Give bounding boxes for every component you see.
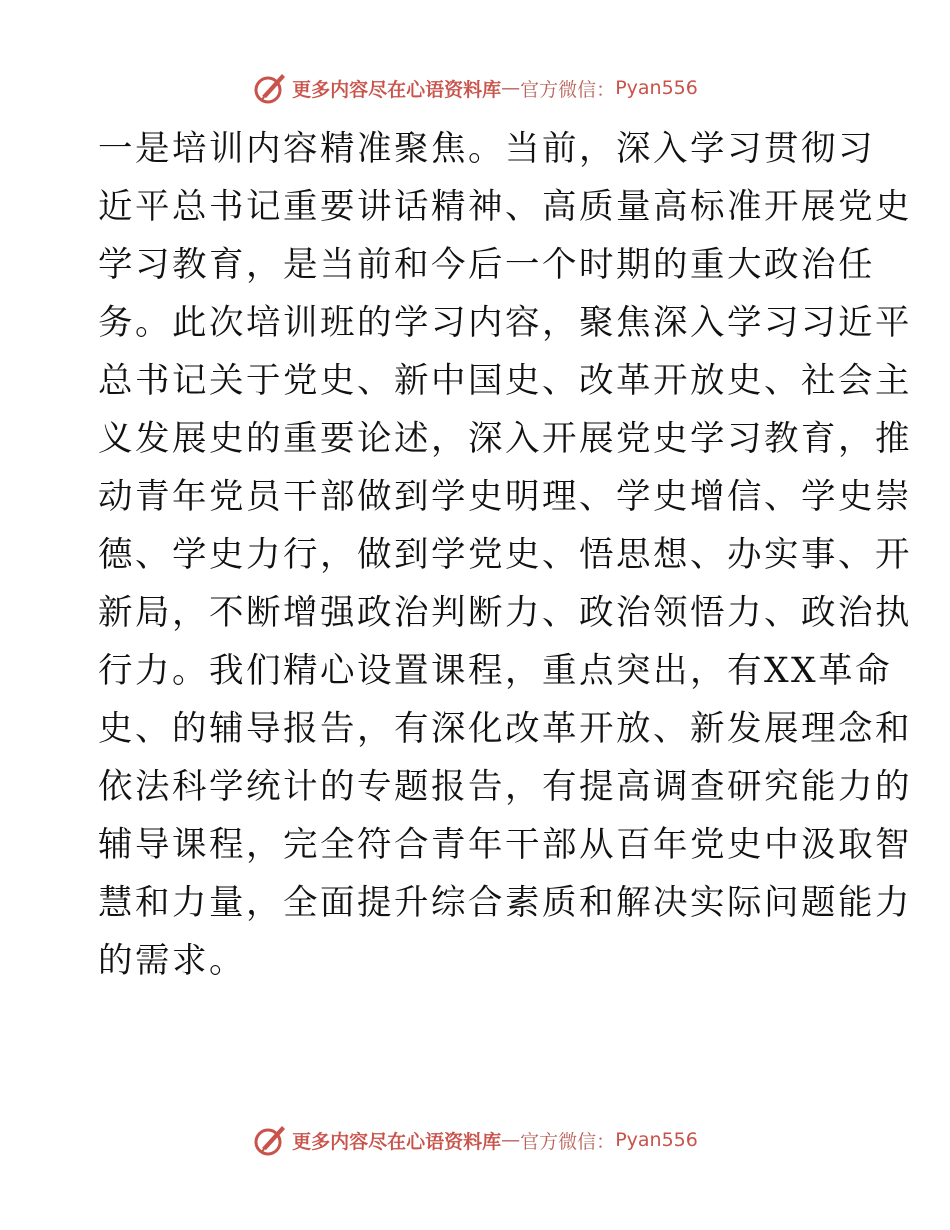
watermark-wechat-id: Pyan556: [615, 1129, 698, 1151]
paragraph-line: 行力。我们精心设置课程，重点突出，有XX革命: [98, 651, 893, 691]
paragraph-line: 慧和力量，全面提升综合素质和解决实际问题能力: [98, 883, 912, 923]
paragraph-line: 总书记关于党史、新中国史、改革开放史、社会主: [98, 361, 912, 401]
watermark-wechat-id: Pyan556: [615, 77, 698, 99]
watermark-brand: 更多内容尽在心语资料库: [292, 1130, 502, 1153]
watermark-separator: —: [501, 77, 521, 99]
paragraph-line: 辅导课程，完全符合青年干部从百年党史中汲取智: [98, 825, 912, 865]
quill-logo-icon: [252, 70, 288, 106]
paragraph-line: 德、学史力行，做到学党史、悟思想、办实事、开: [98, 535, 912, 575]
watermark-separator: —: [501, 1129, 521, 1151]
paragraph-line: 新局，不断增强政治判断力、政治领悟力、政治执: [98, 593, 912, 633]
watermark-official-label: 官方微信：: [520, 1130, 616, 1153]
watermark-brand: 更多内容尽在心语资料库: [292, 78, 502, 101]
paragraph-line: 依法科学统计的专题报告，有提高调查研究能力的: [98, 767, 912, 807]
footer-watermark: [0, 1122, 950, 1158]
paragraph-line: 学习教育，是当前和今后一个时期的重大政治任: [98, 245, 875, 285]
quill-logo-icon: [252, 1122, 288, 1158]
paragraph-line: 的需求。: [98, 941, 246, 981]
paragraph-line: 义发展史的重要论述，深入开展党史学习教育，推: [98, 419, 912, 459]
header-watermark: [0, 70, 950, 106]
paragraph-line: 史、的辅导报告，有深化改革开放、新发展理念和: [98, 709, 912, 749]
paragraph-line: 近平总书记重要讲话精神、高质量高标准开展党史: [98, 187, 912, 227]
document-paragraph: [98, 120, 912, 990]
paragraph-line: 一是培训内容精准聚焦。当前，深入学习贯彻习: [98, 129, 875, 169]
paragraph-line: 务。此次培训班的学习内容，聚焦深入学习习近平: [98, 303, 912, 343]
paragraph-line: 动青年党员干部做到学史明理、学史增信、学史崇: [98, 477, 912, 517]
watermark-official-label: 官方微信：: [520, 78, 616, 101]
